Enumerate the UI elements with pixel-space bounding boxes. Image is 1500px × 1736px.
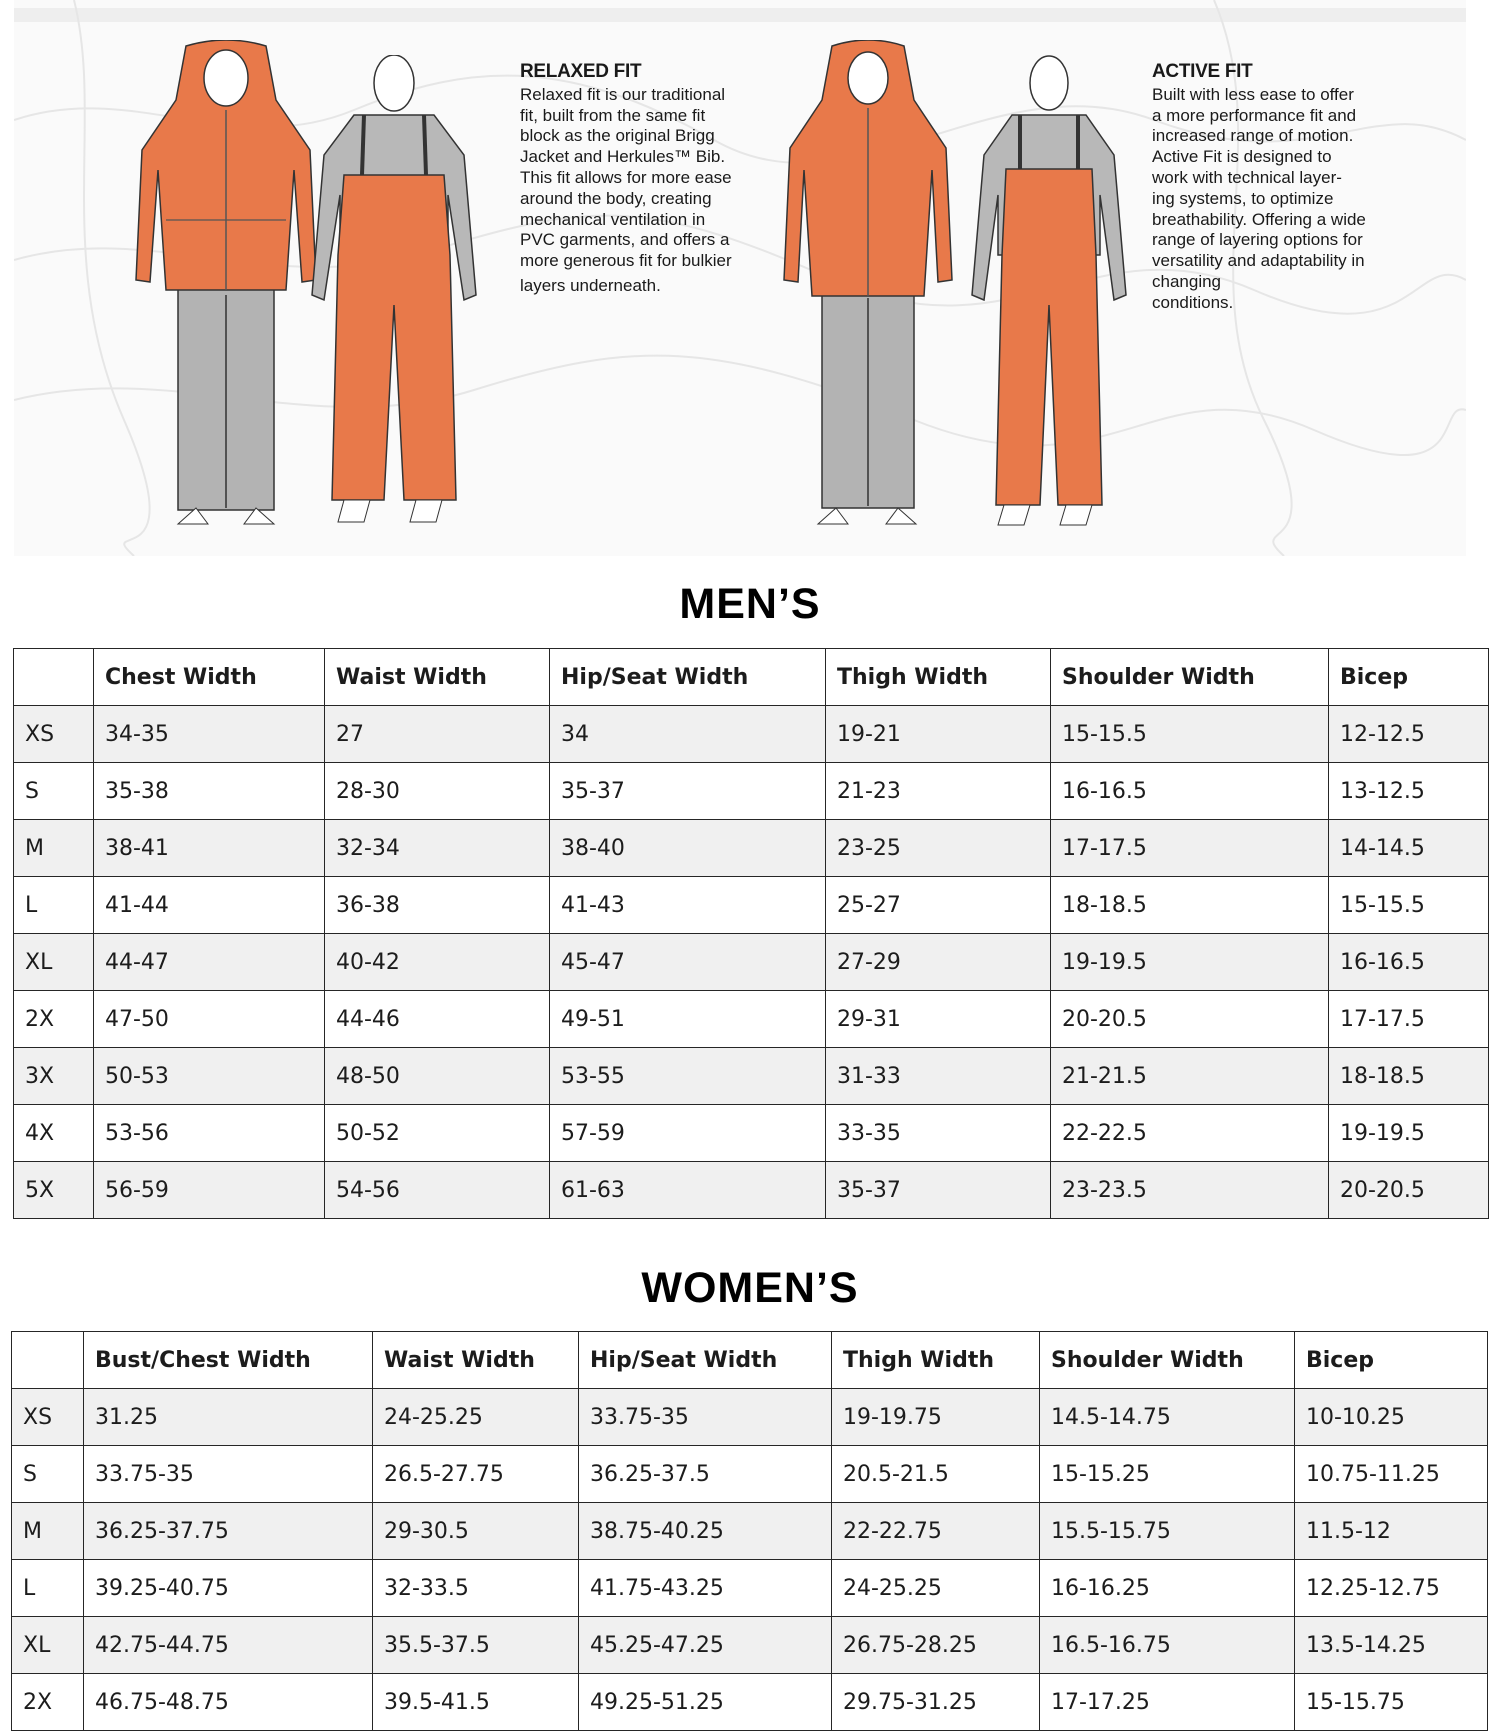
table-row: [12, 1617, 1488, 1674]
text-line: around the body, creating: [520, 188, 712, 208]
table-row: [12, 1446, 1488, 1503]
measurement-cell: 53-56: [94, 1105, 325, 1162]
measurement-cell: 44-47: [94, 934, 325, 991]
active-fit-title: ACTIVE FIT: [1152, 61, 1253, 82]
measurement-cell: 25-27: [826, 877, 1051, 934]
measurement-cell: 13.5-14.25: [1295, 1617, 1488, 1674]
text-line: changing: [1152, 271, 1222, 291]
table-row: [12, 1560, 1488, 1617]
measurement-cell: 38-41: [94, 820, 325, 877]
text-line: layers underneath.: [520, 275, 661, 295]
measurement-cell: 49-51: [550, 991, 826, 1048]
size-label-cell: XS: [14, 706, 94, 763]
size-label-cell: XL: [12, 1617, 84, 1674]
measurement-cell: 22-22.5: [1051, 1105, 1329, 1162]
header-corner-cell: [12, 1332, 84, 1389]
column-header: Bicep: [1295, 1332, 1488, 1389]
column-header: Thigh Width: [826, 649, 1051, 706]
measurement-cell: 19-19.75: [832, 1389, 1040, 1446]
measurement-cell: 20.5-21.5: [832, 1446, 1040, 1503]
fit-illustration-panel: [14, 0, 1466, 556]
text-line: mechanical ventilation in: [520, 209, 706, 229]
column-header: Hip/Seat Width: [579, 1332, 832, 1389]
measurement-cell: 23-25: [826, 820, 1051, 877]
table-row: [12, 1674, 1488, 1731]
table-row: [14, 820, 1489, 877]
measurement-cell: 34: [550, 706, 826, 763]
size-label-cell: L: [12, 1560, 84, 1617]
measurement-cell: 19-19.5: [1051, 934, 1329, 991]
measurement-cell: 22-22.75: [832, 1503, 1040, 1560]
measurement-cell: 28-30: [325, 763, 550, 820]
measurement-cell: 33-35: [826, 1105, 1051, 1162]
measurement-cell: 16.5-16.75: [1040, 1617, 1295, 1674]
size-label-cell: 2X: [14, 991, 94, 1048]
table-row: [14, 763, 1489, 820]
measurement-cell: 39.25-40.75: [84, 1560, 373, 1617]
column-header: Waist Width: [325, 649, 550, 706]
active-fit-description: [1152, 62, 1392, 314]
measurement-cell: 35-37: [550, 763, 826, 820]
text-line: Relaxed fit is our traditional: [520, 84, 726, 104]
measurement-cell: 18-18.5: [1329, 1048, 1489, 1105]
table-header-row: [14, 649, 1489, 706]
measurement-cell: 23-23.5: [1051, 1162, 1329, 1219]
measurement-cell: 18-18.5: [1051, 877, 1329, 934]
measurement-cell: 17-17.5: [1329, 991, 1489, 1048]
relaxed-fit-description: [520, 62, 750, 297]
size-label-cell: 2X: [12, 1674, 84, 1731]
text-line: work with technical layer-: [1152, 167, 1342, 187]
measurement-cell: 10-10.25: [1295, 1389, 1488, 1446]
measurement-cell: 41-43: [550, 877, 826, 934]
measurement-cell: 44-46: [325, 991, 550, 1048]
measurement-cell: 27: [325, 706, 550, 763]
active-jacket-figure: [774, 40, 964, 530]
measurement-cell: 34-35: [94, 706, 325, 763]
text-line: block as the original Brigg: [520, 126, 715, 146]
column-header: Hip/Seat Width: [550, 649, 826, 706]
measurement-cell: 46.75-48.75: [84, 1674, 373, 1731]
measurement-cell: 48-50: [325, 1048, 550, 1105]
measurement-cell: 21-21.5: [1051, 1048, 1329, 1105]
table-row: [12, 1503, 1488, 1560]
size-label-cell: L: [14, 877, 94, 934]
measurement-cell: 56-59: [94, 1162, 325, 1219]
measurement-cell: 61-63: [550, 1162, 826, 1219]
measurement-cell: 16-16.5: [1329, 934, 1489, 991]
measurement-cell: 50-52: [325, 1105, 550, 1162]
measurement-cell: 15-15.25: [1040, 1446, 1295, 1503]
measurement-cell: 54-56: [325, 1162, 550, 1219]
table-row: [14, 877, 1489, 934]
measurement-cell: 27-29: [826, 934, 1051, 991]
measurement-cell: 42.75-44.75: [84, 1617, 373, 1674]
size-label-cell: XS: [12, 1389, 84, 1446]
measurement-cell: 36-38: [325, 877, 550, 934]
measurement-cell: 49.25-51.25: [579, 1674, 832, 1731]
text-line: fit, built from the same fit: [520, 105, 706, 125]
measurement-cell: 16-16.25: [1040, 1560, 1295, 1617]
measurement-cell: 33.75-35: [579, 1389, 832, 1446]
text-line: versatility and adaptability in: [1152, 251, 1365, 271]
measurement-cell: 15-15.5: [1051, 706, 1329, 763]
measurement-cell: 24-25.25: [373, 1389, 579, 1446]
measurement-cell: 35.5-37.5: [373, 1617, 579, 1674]
text-line: conditions.: [1152, 292, 1234, 312]
size-label-cell: 4X: [14, 1105, 94, 1162]
measurement-cell: 20-20.5: [1051, 991, 1329, 1048]
measurement-cell: 38.75-40.25: [579, 1503, 832, 1560]
measurement-cell: 14-14.5: [1329, 820, 1489, 877]
measurement-cell: 47-50: [94, 991, 325, 1048]
womens-section-title: WOMEN’S: [641, 1264, 859, 1312]
measurement-cell: 45-47: [550, 934, 826, 991]
measurement-cell: 11.5-12: [1295, 1503, 1488, 1560]
measurement-cell: 29.75-31.25: [832, 1674, 1040, 1731]
table-row: [14, 1105, 1489, 1162]
relaxed-fit-body: [520, 85, 750, 297]
measurement-cell: 16-16.5: [1051, 763, 1329, 820]
measurement-cell: 14.5-14.75: [1040, 1389, 1295, 1446]
measurement-cell: 53-55: [550, 1048, 826, 1105]
column-header: Bicep: [1329, 649, 1489, 706]
active-fit-body: [1152, 85, 1392, 314]
text-line: more generous fit for bulkier: [520, 251, 732, 271]
measurement-cell: 50-53: [94, 1048, 325, 1105]
table-row: [12, 1389, 1488, 1446]
measurement-cell: 17-17.25: [1040, 1674, 1295, 1731]
size-label-cell: XL: [14, 934, 94, 991]
text-line: ing systems, to optimize: [1152, 188, 1334, 208]
table-row: [14, 934, 1489, 991]
measurement-cell: 36.25-37.5: [579, 1446, 832, 1503]
measurement-cell: 19-19.5: [1329, 1105, 1489, 1162]
measurement-cell: 10.75-11.25: [1295, 1446, 1488, 1503]
text-line: range of layering options for: [1152, 230, 1363, 250]
column-header: Waist Width: [373, 1332, 579, 1389]
measurement-cell: 38-40: [550, 820, 826, 877]
table-row: [14, 1162, 1489, 1219]
column-header: Bust/Chest Width: [84, 1332, 373, 1389]
measurement-cell: 15.5-15.75: [1040, 1503, 1295, 1560]
measurement-cell: 20-20.5: [1329, 1162, 1489, 1219]
size-label-cell: S: [12, 1446, 84, 1503]
table-row: [14, 1048, 1489, 1105]
measurement-cell: 13-12.5: [1329, 763, 1489, 820]
measurement-cell: 26.5-27.75: [373, 1446, 579, 1503]
text-line: Built with less ease to offer: [1152, 84, 1354, 104]
measurement-cell: 26.75-28.25: [832, 1617, 1040, 1674]
measurement-cell: 32-34: [325, 820, 550, 877]
table-header-row: [12, 1332, 1488, 1389]
measurement-cell: 29-31: [826, 991, 1051, 1048]
table-row: [14, 706, 1489, 763]
measurement-cell: 36.25-37.75: [84, 1503, 373, 1560]
text-line: Jacket and Herkules™ Bib.: [520, 147, 726, 167]
size-label-cell: 5X: [14, 1162, 94, 1219]
text-line: increased range of motion.: [1152, 126, 1354, 146]
measurement-cell: 15-15.75: [1295, 1674, 1488, 1731]
measurement-cell: 41.75-43.25: [579, 1560, 832, 1617]
bib-overalls: [332, 175, 456, 500]
column-header: Shoulder Width: [1051, 649, 1329, 706]
header-corner-cell: [14, 649, 94, 706]
measurement-cell: 35-38: [94, 763, 325, 820]
text-line: a more performance fit and: [1152, 105, 1357, 125]
column-header: Shoulder Width: [1040, 1332, 1295, 1389]
measurement-cell: 12.25-12.75: [1295, 1560, 1488, 1617]
measurement-cell: 12-12.5: [1329, 706, 1489, 763]
active-bib-figure: [964, 55, 1134, 535]
measurement-cell: 29-30.5: [373, 1503, 579, 1560]
measurement-cell: 41-44: [94, 877, 325, 934]
text-line: This fit allows for more ease: [520, 167, 732, 187]
measurement-cell: 17-17.5: [1051, 820, 1329, 877]
measurement-cell: 40-42: [325, 934, 550, 991]
measurement-cell: 33.75-35: [84, 1446, 373, 1503]
relaxed-fit-title: RELAXED FIT: [520, 61, 642, 82]
size-label-cell: 3X: [14, 1048, 94, 1105]
text-line: PVC garments, and offers a: [520, 230, 730, 250]
measurement-cell: 57-59: [550, 1105, 826, 1162]
text-line: breathability. Offering a wide: [1152, 209, 1366, 229]
mens-size-table: [13, 648, 1489, 1219]
measurement-cell: 45.25-47.25: [579, 1617, 832, 1674]
text-line: Active Fit is designed to: [1152, 147, 1332, 167]
measurement-cell: 24-25.25: [832, 1560, 1040, 1617]
measurement-cell: 21-23: [826, 763, 1051, 820]
column-header: Chest Width: [94, 649, 325, 706]
relaxed-jacket-figure: [126, 40, 326, 530]
column-header: Thigh Width: [832, 1332, 1040, 1389]
relaxed-bib-figure: [304, 55, 484, 535]
measurement-cell: 31-33: [826, 1048, 1051, 1105]
size-label-cell: M: [12, 1503, 84, 1560]
size-label-cell: M: [14, 820, 94, 877]
womens-size-table: [11, 1331, 1488, 1731]
measurement-cell: 32-33.5: [373, 1560, 579, 1617]
size-label-cell: S: [14, 763, 94, 820]
measurement-cell: 19-21: [826, 706, 1051, 763]
measurement-cell: 31.25: [84, 1389, 373, 1446]
measurement-cell: 39.5-41.5: [373, 1674, 579, 1731]
mens-section-title: MEN’S: [679, 580, 821, 628]
measurement-cell: 15-15.5: [1329, 877, 1489, 934]
measurement-cell: 35-37: [826, 1162, 1051, 1219]
table-row: [14, 991, 1489, 1048]
